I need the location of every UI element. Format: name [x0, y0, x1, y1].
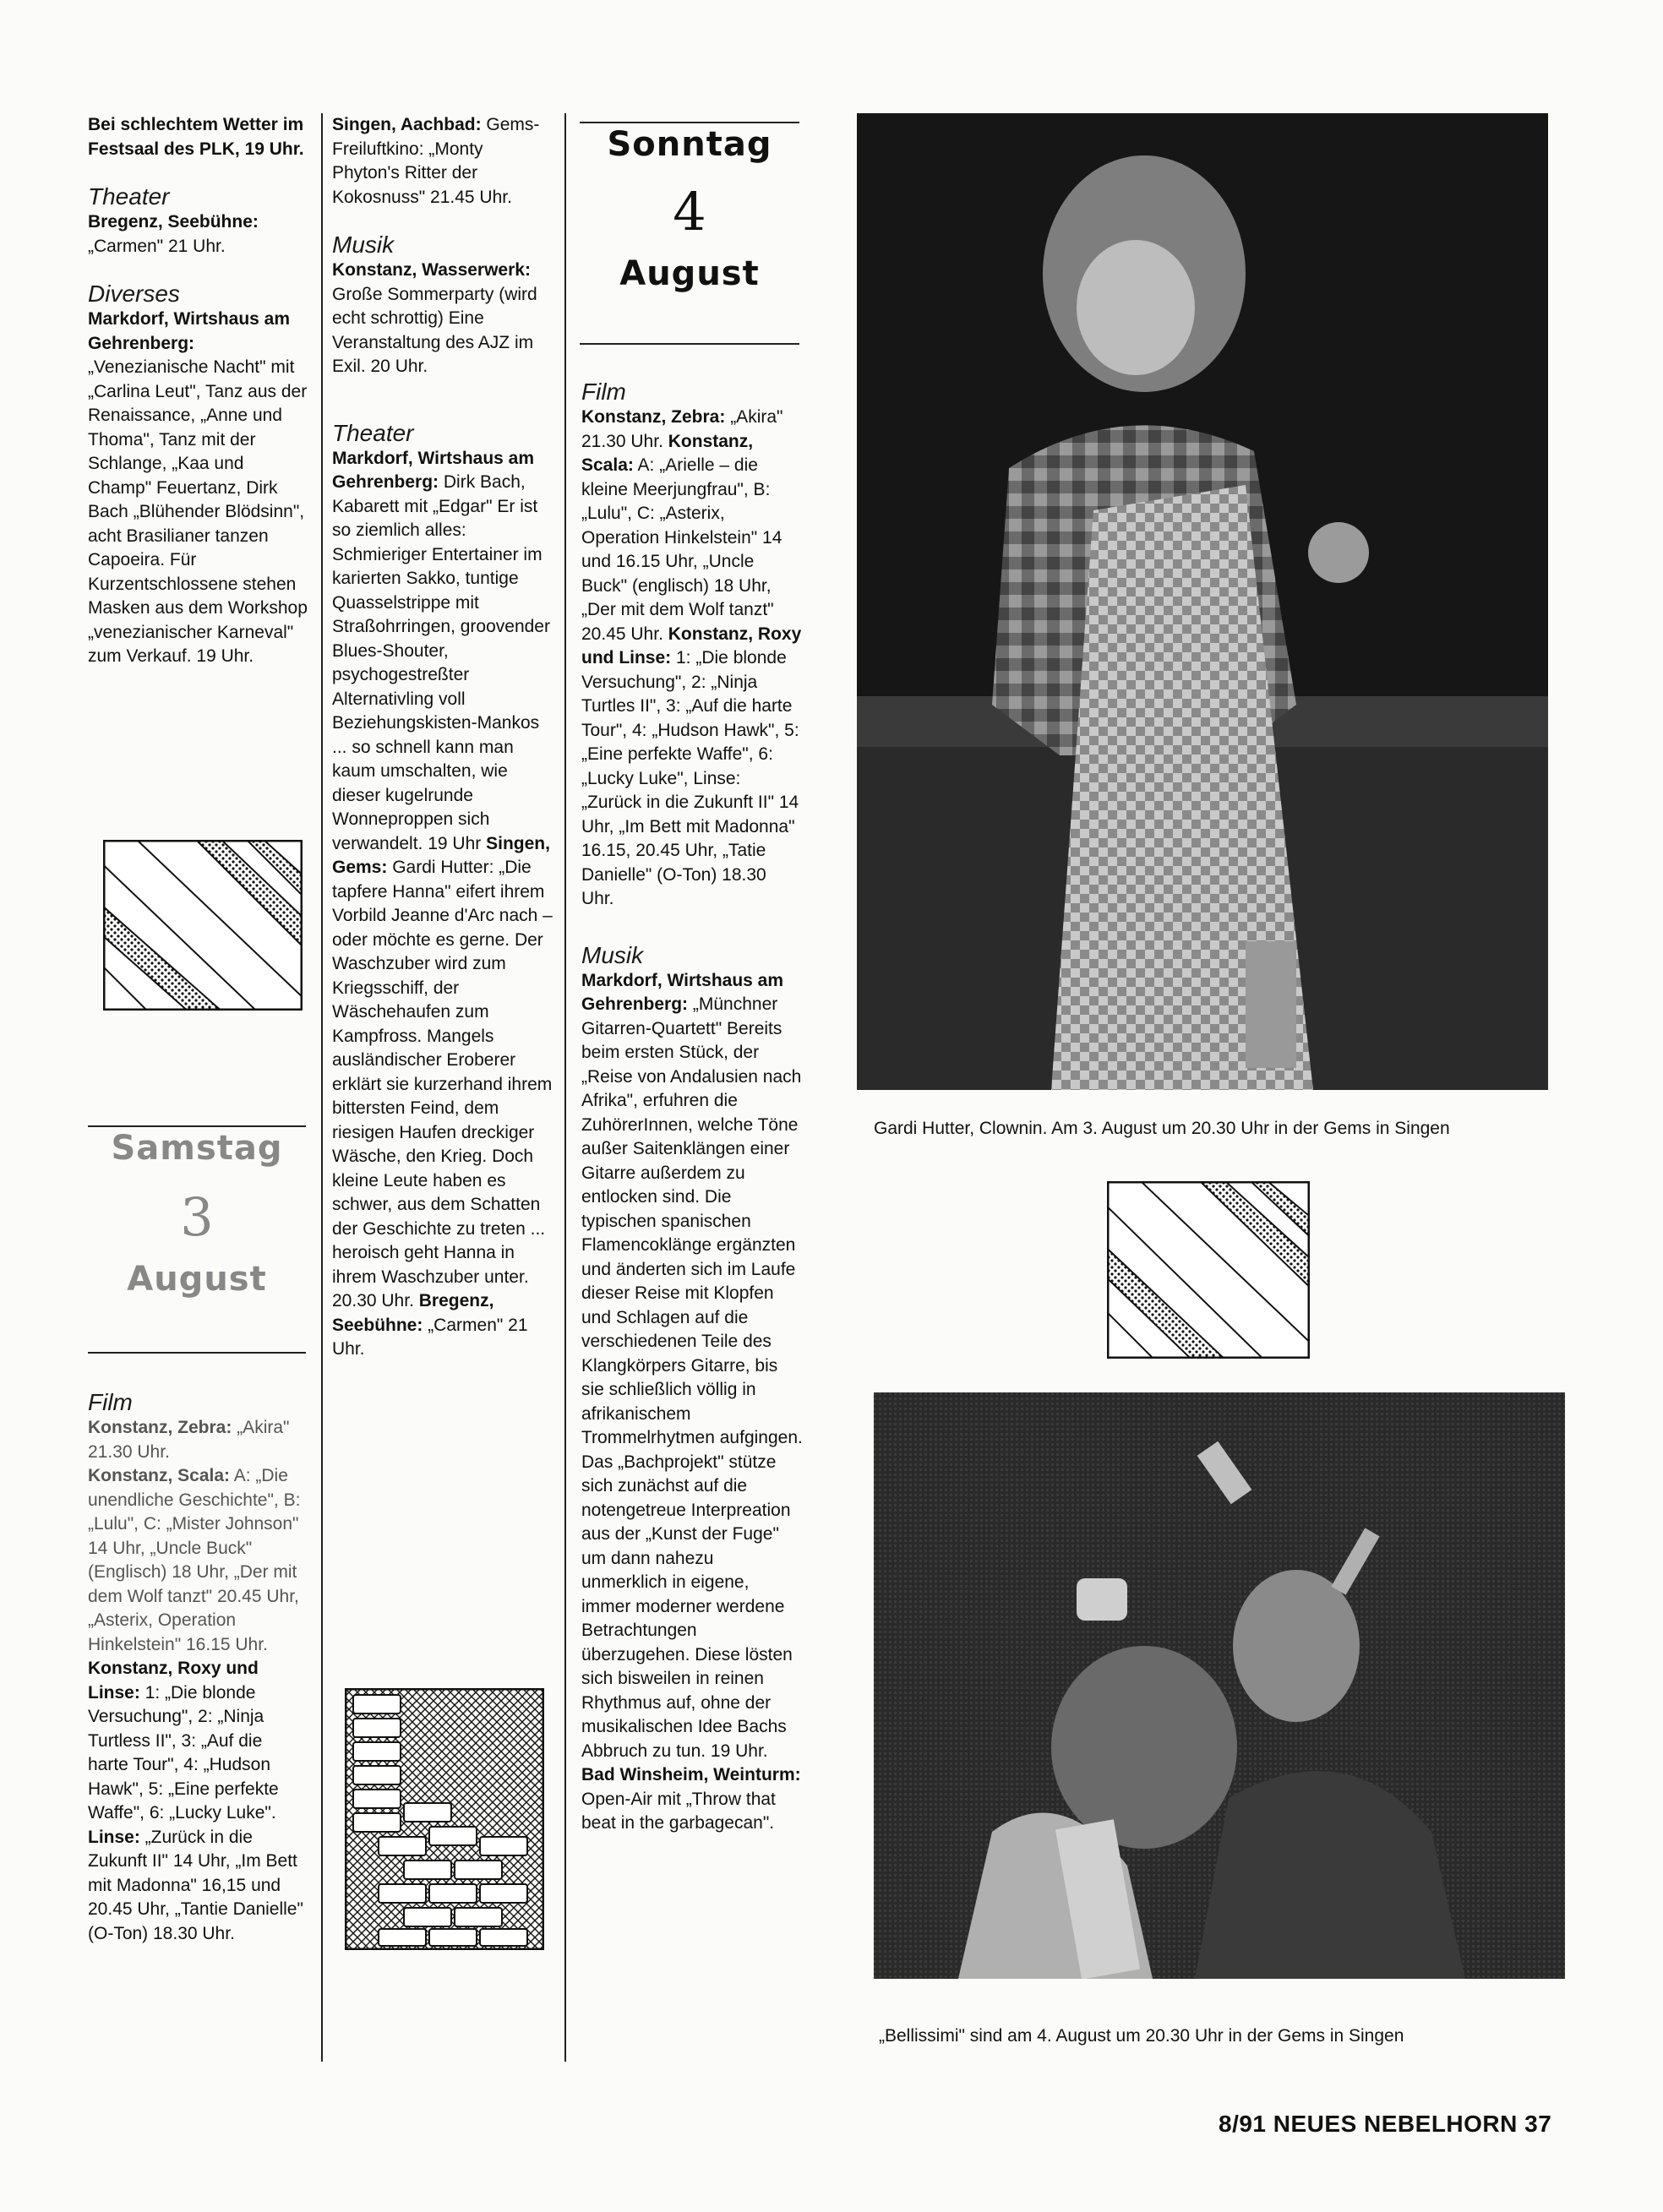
- page-footer: 8/91 NEUES NEBELHORN 37: [1219, 2111, 1552, 2137]
- venue: Bregenz, Seebühne:: [88, 212, 259, 232]
- rule: [580, 343, 799, 345]
- listing-text: „Akira" 21.30 Uhr.: [581, 407, 783, 451]
- day-number: 3: [180, 1186, 214, 1248]
- venue: Konstanz, Wasserwerk:: [332, 260, 531, 280]
- section-heading-theater: Theater: [88, 183, 170, 210]
- intro-text: Bei schlechtem Wetter im Festsaal des PLK, 19 Uhr.: [88, 115, 304, 159]
- section-heading-musik: Musik: [581, 941, 644, 968]
- venue: Konstanz, Roxy und Linse:: [88, 1659, 259, 1703]
- column-2: [332, 113, 553, 1362]
- venue: Markdorf, Wirtshaus am Gehrenberg:: [332, 448, 535, 492]
- intro-entry: [88, 113, 308, 161]
- stripe-ornament: [1107, 1181, 1310, 1359]
- listing-text: 1: „Die blonde Versuchung", 2: „Ninja Turtles II", 3: „Auf die harte Tour", 4: „Hudson Hawk", 5: „Eine perfekte Waffe", 6: „Lucky Luke", Linse: „Zurück in die Zukunft II" 14 Uhr, „Im Bett mit Madonna" 16.15, 20.45 Uhr, „Tatie Danielle" (O-Ton) 18.30 Uhr.: [581, 648, 799, 908]
- musik-entry: [332, 259, 553, 379]
- listing-text: „Akira" 21.30 Uhr.: [88, 1418, 290, 1462]
- listing-text: „Zurück in die Zukunft II" 14 Uhr, „Im Bett mit Madonna" 16,15 und 20.45 Uhr, „Tantie Danielle" (O-Ton) 18.30 Uhr.: [88, 1827, 303, 1943]
- section-heading-film: Film: [581, 379, 626, 405]
- photo-caption: Gardi Hutter, Clownin. Am 3. August um 20.30 Uhr in der Gems in Singen: [874, 1119, 1450, 1138]
- column-1-saturday: [88, 1389, 306, 1946]
- column-rule: [321, 113, 323, 2062]
- photo-bellissimi: [874, 1392, 1565, 1979]
- day-name: Sonntag: [607, 125, 772, 164]
- rule: [88, 1125, 306, 1127]
- venue: Markdorf, Wirtshaus am Gehrenberg:: [581, 970, 784, 1014]
- cinema-entry: [332, 113, 553, 210]
- photo-caption: „Bellissimi" sind am 4. August um 20.30 Uhr in der Gems in Singen: [879, 2026, 1404, 2046]
- listing-text: „Carmen" 21 Uhr.: [332, 1315, 528, 1359]
- section-heading-theater: Theater: [332, 419, 414, 446]
- listing-text: „Münchner Gitarren-Quartett" Bereits beim ersten Stück, der „Reise von Andalusien nach Afrika", erfuhren die ZuhörerInnen, welche Töne außer Saitenklängen einer Gitarre außerdem zu entlocken sind. Die typischen spanischen Flamencoklänge ergänzten und änderten sich im Laufe dieser Reise mit Klopfen und Schlagen auf die verschiedenen Teile des Klangkörpers Gitarre, bis sie schließlich völlig in afrikanischem Trommelrhytmen aufgingen. Das „Bachprojekt" stütze sich zunächst auf die notengetreue Interpreation aus der „Kunst der Fuge" um dann nahezu unmerklich in eigene, immer moderner werdene Betrachtungen überzugehen. Diese lösten sich bisweilen in reinen Rhythmus auf, ohne der musikalischen Idee Bachs Abbruch zu tun. 19 Uhr.: [581, 994, 803, 1761]
- venue: Singen, Aachbad:: [332, 115, 482, 134]
- musik-entry: [581, 969, 803, 1836]
- day-name: Samstag: [111, 1129, 283, 1168]
- venue: Bad Winsheim, Weinturm:: [581, 1765, 801, 1784]
- day-header-sunday: [580, 125, 799, 293]
- listing-text: Open-Air mit „Throw that beat in the garbagecan".: [581, 1789, 776, 1833]
- photo-clown: [857, 113, 1548, 1090]
- venue: Bregenz, Seebühne:: [332, 1291, 494, 1335]
- listing-text: A: „Die unendliche Geschichte", B: „Lulu", C: „Mister Johnson" 14 Uhr, „Uncle Buck" (Englisch) 18 Uhr, „Der mit dem Wolf tanzt" 20.45 Uhr, „Asterix, Operation Hinkelstein" 16.15 Uhr.: [88, 1466, 301, 1654]
- diverses-entry: [88, 308, 308, 669]
- listing-text: 1: „Die blonde Versuchung", 2: „Ninja Turtless II", 3: „Auf die harte Tour", 4: „Hudson Hawk", 5: „Eine perfekte Waffe", 6: „Lucky Luke".: [88, 1682, 279, 1822]
- film-entry: [88, 1657, 306, 1946]
- section-heading-film: Film: [88, 1389, 133, 1415]
- day-month: August: [619, 254, 760, 293]
- day-number: 4: [673, 181, 706, 242]
- theater-entry: [88, 210, 308, 259]
- column-rule: [564, 113, 566, 2062]
- column-1: [88, 113, 308, 669]
- day-header-saturday: [88, 1129, 306, 1299]
- venue: Konstanz, Scala:: [88, 1466, 231, 1485]
- theater-entry: [332, 447, 553, 1362]
- listing-text: Gems-Freiluftkino: „Monty Phyton's Ritter der Kokosnuss" 21.45 Uhr.: [332, 115, 540, 207]
- film-entry: [88, 1464, 306, 1657]
- rule: [580, 122, 799, 123]
- stripe-ornament: [103, 840, 303, 1011]
- listing-text: Gardi Hutter: „Die tapfere Hanna" eifert ihrem Vorbild Jeanne d'Arc nach – oder möchte es gerne. Der Waschzuber wird zum Kriegsschiff, der Wäschehaufen zum Kampfross. Mangels ausländischer Eroberer erklärt sie kurzerhand ihrem bittersten Feind, dem riesigen Haufen dreckiger Wäsche, den Krieg. Doch kleine Leute haben es schwer, aus dem Schatten der Geschichte zu treten ... heroisch geht Hanna in ihrem Waschzuber unter. 20.30 Uhr.: [332, 858, 553, 1310]
- section-heading-musik: Musik: [332, 232, 395, 258]
- day-month: August: [127, 1260, 267, 1299]
- venue: Konstanz, Scala:: [581, 431, 754, 475]
- venue: Linse:: [88, 1827, 140, 1847]
- film-entry: [88, 1416, 306, 1464]
- venue: Singen, Gems:: [332, 833, 550, 877]
- listing-text: „Venezianische Nacht" mit „Carlina Leut", Tanz aus der Renaissance, „Anne und Thoma", Tanz mit der Schlange, „Kaa und Champ" Feuertanz, Dirk Bach „Blühender Blödsinn", acht Brasilianer tanzen Capoeira. Für Kurzentschlossene stehen Masken aus dem Workshop „venezianischer Karneval" zum Verkauf. 19 Uhr.: [88, 357, 308, 666]
- listing-text: Große Sommerparty (wird echt schrottig) Eine Veranstaltung des AJZ im Exil. 20 Uhr.: [332, 284, 537, 376]
- column-3: [581, 379, 803, 1836]
- listing-text: „Carmen" 21 Uhr.: [88, 236, 226, 256]
- rule: [88, 1352, 306, 1354]
- film-entry: [581, 406, 803, 912]
- venue: Konstanz, Zebra:: [88, 1418, 232, 1437]
- clown-figure: [857, 113, 1548, 1090]
- listing-text: A: „Arielle – die kleine Meerjungfrau", B: „Lulu", C: „Asterix, Operation Hinkelstein" 14 und 16.15 Uhr, „Uncle Buck" (englisch) 18 Uhr, „Der mit dem Wolf tanzt" 20.45 Uhr.: [581, 455, 782, 644]
- venue: Markdorf, Wirtshaus am Gehrenberg:: [88, 309, 291, 353]
- venue: Konstanz, Zebra:: [581, 407, 726, 427]
- section-heading-diverses: Diverses: [88, 281, 180, 307]
- performers-figure: [874, 1392, 1565, 1979]
- venue: Konstanz, Roxy und Linse:: [581, 624, 802, 667]
- brick-ornament: [345, 1688, 544, 1950]
- listing-text: Dirk Bach, Kabarett mit „Edgar" Er ist so ziemlich alles: Schmieriger Entertainer im karierten Sakko, tuntige Quasselstrippe mit Straßohrringen, groovender Blues-Shouter, psychogestreßter Alternativling voll Beziehungskisten-Mankos ... so schnell kann man kaum umschalten, wie dieser kugelrunde Wonneproppen sich verwandelt. 19 Uhr: [332, 472, 550, 853]
